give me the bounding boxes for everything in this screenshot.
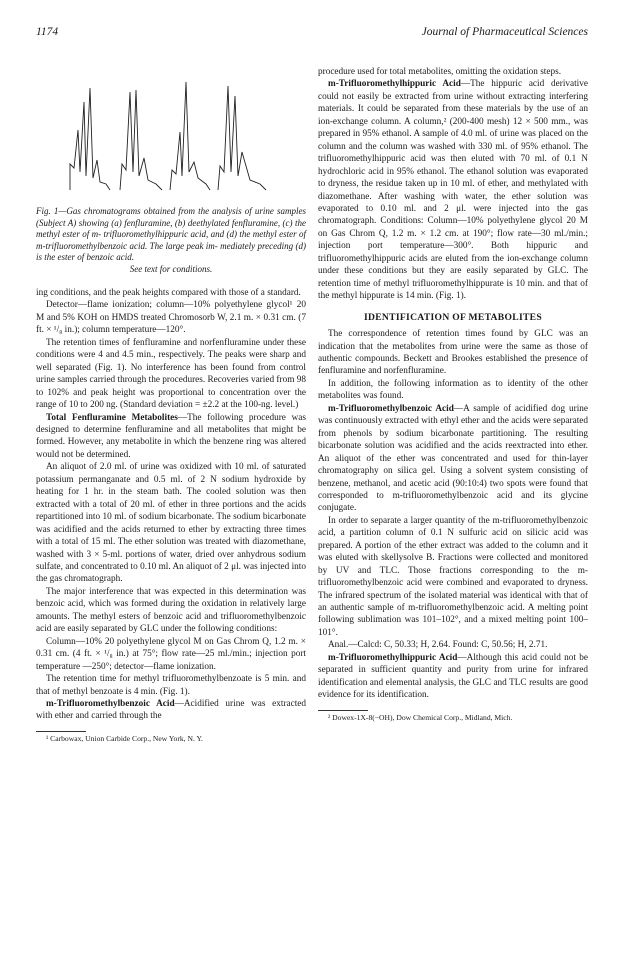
trace-a xyxy=(70,88,110,190)
paragraph: m-Trifluoromethylbenzoic Acid—Acidified urine was extracted with ether and carried through the xyxy=(36,698,306,722)
run-in-heading: m-Trifluoromethylhippuric Acid xyxy=(328,79,461,90)
footnote: ¹ Carbowax, Union Carbide Corp., New York, N. Y. xyxy=(46,733,203,743)
paragraph: The major interference that was expected in this determination was benzoic acid, which was formed during the oxidation in relatively large amounts. The methyl esters of benzoic acid and trifluoromethylbenzoic acid are easily separated by GLC under the following conditions: xyxy=(36,586,306,635)
paragraph: Detector—flame ionization; column—10% polyethylene glycol¹ 20 M and 5% KOH on HMDS treated Chromosorb W, 2.1 m. × 0.31 cm. (7 ft. × ¹/₈ in.); column temperature—120°. xyxy=(36,300,306,336)
run-in-heading: m-Trifluoromethylhippuric Acid xyxy=(328,652,458,663)
paragraph: Total Fenfluramine Metabolites—The following procedure was designed to determine fenfluramine and all metabolites that might be formed. However, any metabolite in which the benzene ring was altered would not be determined. xyxy=(36,412,306,460)
paragraph: m-Trifluoromethylbenzoic Acid—A sample of acidified dog urine was continuously extracted with ethyl ether and the acids were separated from phenols by sodium bicarbonate partitioning. The resulting bicarbonate solution was acidified and the acids reextracted into ether. An aliquot of the ether was concentrated and used for thin-layer chromatography on silica gel. Using a solvent system consisting of benzene, methanol, and acetic acid (90:10:4) two spots were found that corresponded to m-trifluoromethylbenzoic acid and its glycine conjugate. xyxy=(318,403,588,514)
paragraph: ing conditions, and the peak heights compared with those of a standard. xyxy=(36,288,301,298)
trace-b xyxy=(120,90,162,190)
paragraph: In order to separate a larger quantity of the m-trifluoromethylbenzoic acid, a partition column of 0.1 N sulfuric acid on silicic acid was prepared. A portion of the ether extract was added to the column and it was eluted with skellysolve B. Fractions were collected and monitored by UV and TLC. Those fractions corresponding to the m-trifluoromethylbenzoic acid were combined and evaporated to dryness. The infrared spectrum of the isolated material was identical with that of an authentic sample of m-trifluoromethylbenzoic acid. A melting point following sublimation was 101–102°, and a mixed melting point 100–101°. xyxy=(318,515,588,638)
paragraph: An aliquot of 2.0 ml. of urine was oxidized with 10 ml. of saturated potassium permanganate and 0.5 ml. of 2 N sodium hydroxide by heating for 1 hr. in the steam bath. The cooled solution was then extracted with a total of 20 ml. of ether in three portions and the acids repartitioned into 10 ml. of sodium bicarbonate. The sodium bicarbonate was acidified and the acids returned to ether by extracting three times with a total of 15 ml. The ether solution was treated with diazomethane, washed with 3 × 5-ml. portions of water, dried over anhydrous sodium sulfate, and concentrated to 0.10 ml. An aliquot of 2 μl. was injected into the gas chromatograph. xyxy=(36,462,306,585)
paragraph: m-Trifluoromethylhippuric Acid—The hippuric acid derivative could not easily be extracted from urine without extracting interfering materials. It could be separated from these materials by the use of an ion-exchange column. A column,² (200-400 mesh) 12 × 500 mm., was prepared in 95% ethanol. A sample of 4.0 ml. of urine was placed on the column and the column was washed with 330 ml. of 95% ethanol. The trifluoromethylhippuric acid was then eluted with 70 ml. of 0.1 N hydrochloric acid in 95% ethanol. The ethanol solution was evaporated to dryness, the residue taken up in 10 ml. of ether, and methylated with diazomethane. After washing with water, the ether solution was evaporated to 0.10 ml. and 2 μl. were injected into the gas chromatograph. Conditions: Column—10% polyethylene glycol 20 M on Gas Chrom Q, 1.2 m. × 1.2 cm. at 190°; flow rate—30 ml./min.; injection port temperature—300°. Both hippuric and trifluoromethylhippuric acids are eluted from the ion-exchange column under these conditions but they are easily separated by GLC. The retention time of methyl trifluoromethylhippurate is 10 min. and that of the methyl hippurate is 14 min. (Fig. 1). xyxy=(318,79,588,302)
paragraph: The retention times of fenfluramine and norfenfluramine under these conditions were 4 and 4.5 min., respectively. The peaks were sharp and well separated (Fig. 1). No interference has been found from control urine samples carried through the procedures. Recoveries varied from 98 to 102% and peak height was proportional to concentration over the range of 10 to 200 ng. (Standard deviation = ±2.2 at the 100-ng. level.) xyxy=(36,337,306,411)
section-heading: IDENTIFICATION OF METABOLITES xyxy=(363,311,543,323)
footnote-rule xyxy=(318,710,368,711)
chromatogram-traces xyxy=(66,72,276,196)
caption-line: (b) deethylated fenfluramine, (c) the methyl ester of m- xyxy=(36,217,307,239)
caption-line: of urine samples (Subject A) showing (a) fenfluramine, xyxy=(36,206,306,228)
running-header xyxy=(36,26,588,42)
paragraph: In addition, the following information as to identity of the other metabolites was found. xyxy=(318,378,588,402)
trace-c xyxy=(170,82,210,190)
footnote: ² Dowex-1X-8(−OH), Dow Chemical Corp., Midland, Mich. xyxy=(328,712,513,722)
caption-line: Fig. 1—Gas chromatograms obtained from the analysis xyxy=(36,206,245,216)
figure-caption xyxy=(36,206,306,275)
run-in-heading: m-Trifluoromethylbenzoic Acid xyxy=(46,698,175,709)
footnote-rule xyxy=(36,731,86,732)
run-in-heading: m-Trifluoromethylbenzoic Acid xyxy=(328,403,454,414)
paragraph: The correspondence of retention times found by GLC was an indication that the metabolites from urine were the same as those of authentic compounds. Beckett and Brookes established the presence of fenfluramine and norfenfluramine. xyxy=(318,329,588,377)
left-column xyxy=(36,66,306,743)
right-column xyxy=(318,66,588,722)
figure-1-chromatograms xyxy=(36,66,306,198)
paragraph: m-Trifluoromethylhippuric Acid—Although this acid could not be separated in sufficient quantity and purity from urine for infrared identification and elemental analysis, the GLC and TLC results are good evidence for its identification. xyxy=(318,652,588,701)
trace-d xyxy=(218,86,266,190)
caption-line: mediately preceding (d) is the ester of benzoic acid. xyxy=(36,240,306,262)
caption-line: trifluoromethylhippuric acid, and (d) the methyl ester xyxy=(103,229,299,239)
run-in-heading: Total Fenfluramine Metabolites xyxy=(46,412,178,423)
paragraph: procedure used for total metabolites, omitting the oxidation steps. xyxy=(318,67,562,77)
paragraph: Column—10% 20 polyethylene glycol M on Gas Chrom Q, 1.2 m. × 0.31 cm. (4 ft. × ¹/₈ in.) at 75°; flow rate—25 ml./min.; injection port temperature —250°; detector—flame ionization. xyxy=(36,636,306,672)
journal-title: Journal of Pharmaceutical Sciences xyxy=(421,26,588,38)
paragraph: Anal.—Calcd: C, 50.33; H, 2.64. Found: C, 50.56; H, 2.71. xyxy=(328,640,548,651)
caption-line: of m-trifluoromethylbenzoic acid. The large peak im- xyxy=(36,229,306,251)
page-number: 1174 xyxy=(36,26,59,38)
caption-note: See text for conditions. xyxy=(129,263,213,274)
paragraph: The retention time for methyl trifluoromethylbenzoate is 5 min. and that of methyl benzoate is 4 min. (Fig. 1). xyxy=(36,674,306,697)
